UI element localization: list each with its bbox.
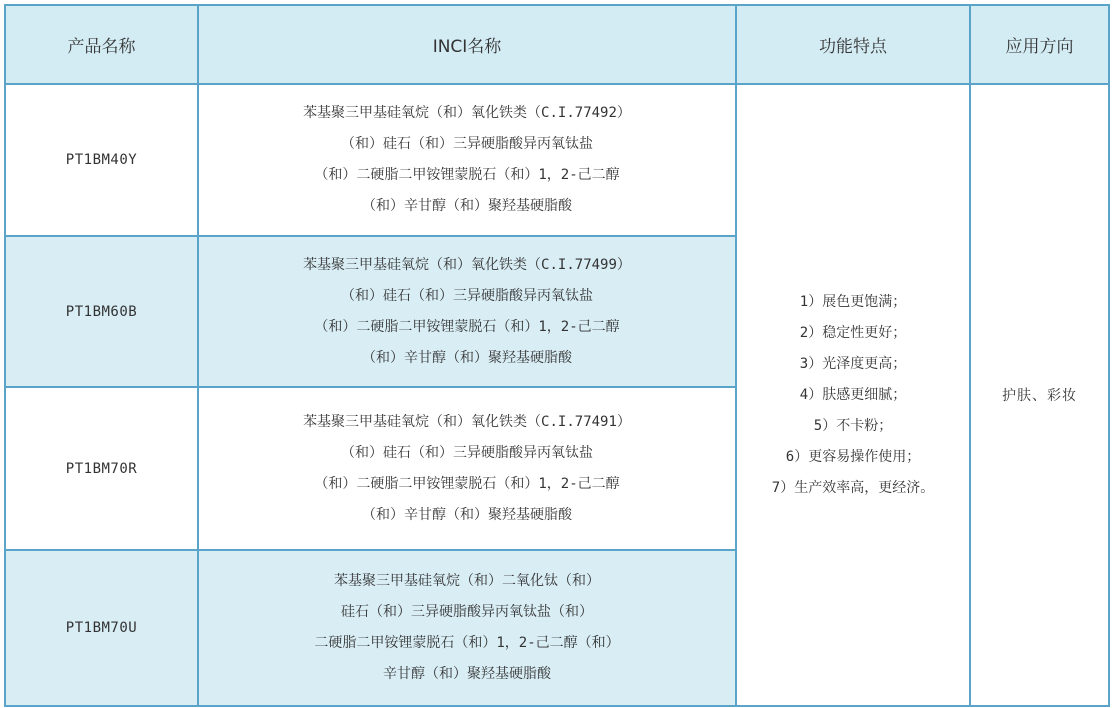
feature-item: 5）不卡粉； xyxy=(813,417,893,434)
product-name-cell: PT1BM40Y xyxy=(5,84,198,236)
inci-line: 苯基聚三甲基硅氧烷（和）氧化铁类（C.I.77492） xyxy=(303,105,631,121)
inci-line: （和）硅石（和）三异硬脂酸异丙氧钛盐 xyxy=(341,444,593,461)
feature-item: 7）生产效率高，更经济。 xyxy=(771,479,935,496)
inci-line: （和）硅石（和）三异硬脂酸异丙氧钛盐 xyxy=(341,287,593,304)
inci-line: （和）二硬脂二甲铵锂蒙脱石（和）1，2-己二醇 xyxy=(314,475,620,492)
table-row xyxy=(5,84,1109,236)
feature-item: 1）展色更饱满； xyxy=(799,293,907,310)
inci-cell xyxy=(198,84,736,236)
product-name-cell: PT1BM60B xyxy=(5,236,198,387)
inci-line: （和）硅石（和）三异硬脂酸异丙氧钛盐 xyxy=(341,136,593,152)
inci-line: （和）辛甘醇（和）聚羟基硬脂酸 xyxy=(362,198,572,214)
inci-cell xyxy=(198,550,736,706)
feature-item: 3）光泽度更高； xyxy=(799,355,907,372)
inci-line: 苯基聚三甲基硅氧烷（和）氧化铁类（C.I.77499） xyxy=(303,256,631,273)
feature-item: 6）更容易操作使用； xyxy=(785,448,921,465)
header-application: 应用方向 xyxy=(970,5,1109,84)
header-features: 功能特点 xyxy=(736,5,970,84)
inci-line: 苯基聚三甲基硅氧烷（和）二氧化钛（和） xyxy=(334,573,600,589)
features-cell xyxy=(736,84,970,706)
feature-item: 4）肤感更细腻； xyxy=(799,386,907,403)
inci-cell xyxy=(198,236,736,387)
product-name-cell: PT1BM70R xyxy=(5,387,198,550)
inci-line: （和）辛甘醇（和）聚羟基硬脂酸 xyxy=(362,506,572,523)
inci-line: （和）二硬脂二甲铵锂蒙脱石（和）1，2-己二醇 xyxy=(314,318,620,335)
product-table xyxy=(4,4,1110,707)
inci-cell xyxy=(198,387,736,550)
inci-line: 辛甘醇（和）聚羟基硬脂酸 xyxy=(383,666,551,682)
inci-line: （和）二硬脂二甲铵锂蒙脱石（和）1，2-己二醇 xyxy=(314,167,620,183)
header-product-name: 产品名称 xyxy=(5,5,198,84)
feature-item: 2）稳定性更好； xyxy=(799,324,907,341)
inci-line: （和）辛甘醇（和）聚羟基硬脂酸 xyxy=(362,349,572,366)
inci-line: 二硬脂二甲铵锂蒙脱石（和）1，2-己二醇（和） xyxy=(314,635,620,651)
inci-line: 苯基聚三甲基硅氧烷（和）氧化铁类（C.I.77491） xyxy=(303,413,631,430)
application-cell: 护肤、彩妆 xyxy=(970,84,1109,706)
inci-line: 硅石（和）三异硬脂酸异丙氧钛盐（和） xyxy=(341,604,593,620)
header-inci-name: INCI名称 xyxy=(198,5,736,84)
table-header-row xyxy=(5,5,1109,84)
product-name-cell: PT1BM70U xyxy=(5,550,198,706)
